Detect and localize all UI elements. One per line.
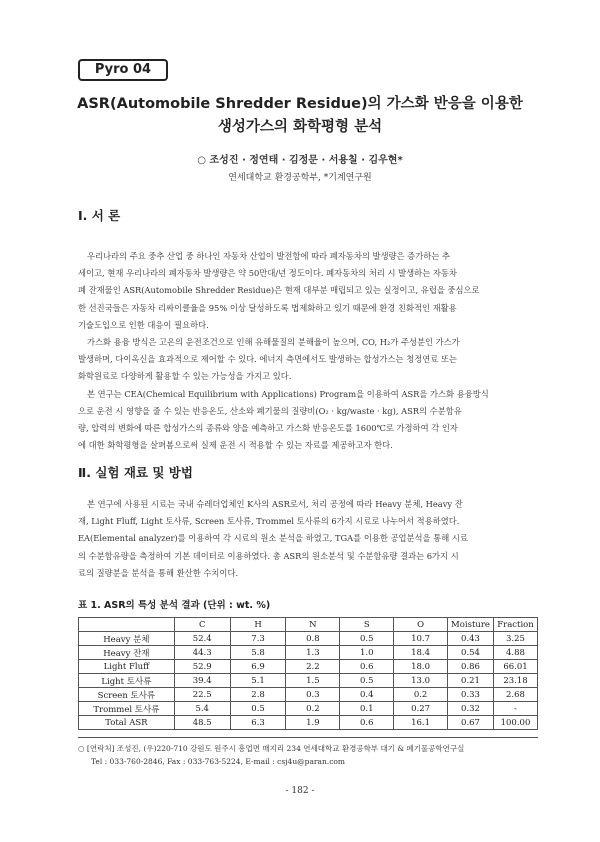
row-label-cell: Trommel 토사류 (79, 702, 175, 716)
table-cell: 0.5 (230, 702, 286, 716)
page-number: - 182 - (285, 786, 315, 796)
table-row (79, 632, 538, 646)
text-line: 의 수분함유량을 측정하여 기본 데이터로 이용하였다. 총 ASR의 원소분석 및 수분함유량 결과는 6가지 시 (78, 550, 459, 561)
header-cell: Moisture (448, 618, 494, 632)
section-heading-methods: Ⅱ. 실험 재료 및 방법 (78, 465, 193, 480)
table-cell: 0.43 (448, 632, 494, 646)
table-cell: 2.68 (493, 688, 537, 702)
table-cell: 44.3 (174, 646, 230, 660)
paper-title-line-2: 생성가스의 화학평형 분석 (217, 119, 383, 135)
row-label-cell: Screen 토사류 (79, 688, 175, 702)
table-cell: 5.4 (174, 702, 230, 716)
table-cell: 4.88 (493, 646, 537, 660)
table-cell: 7.3 (230, 632, 286, 646)
text-line: 발생하며, 다이옥신을 효과적으로 제어할 수 있다. 에너지 측면에서도 발생하는 합성가스는 청정연료 또는 (78, 354, 457, 365)
table-cell: 22.5 (174, 688, 230, 702)
table-cell: 0.86 (448, 660, 494, 674)
table-cell: 0.33 (448, 688, 494, 702)
footnote-line: Tel : 033-760-2846, Fax : 033-763-5224, E-mail : csj4u@paran.com (91, 757, 346, 766)
header-cell: S (340, 618, 394, 632)
header-cell: C (174, 618, 230, 632)
table-cell: 0.8 (286, 632, 340, 646)
paper-title-line-1: ASR(Automobile Shredder Residue)의 가스화 반응을 이용한 (77, 96, 523, 112)
table-cell: - (493, 702, 537, 716)
table-cell: 6.3 (230, 716, 286, 730)
table-cell: 0.4 (340, 688, 394, 702)
text-line: 폐 잔재물인 ASR(Automobile Shredder Residue)은 현재 대부분 매립되고 있는 실정이고, 유럽을 중심으로 (78, 285, 480, 296)
table-caption: 표 1. ASR의 특성 분석 결과 (단위 : wt. %) (78, 600, 271, 611)
table-cell: 16.1 (394, 716, 448, 730)
text-line: 에 대한 화학평형을 살펴봄으로써 실제 운전 시 적용할 수 있는 자료를 제공하고자 한다. (78, 440, 393, 451)
row-label-cell: Total ASR (79, 716, 175, 730)
table-cell: 2.8 (230, 688, 286, 702)
table-cell: 100.00 (493, 716, 537, 730)
table-cell: 6.9 (230, 660, 286, 674)
table-cell: 0.67 (448, 716, 494, 730)
table-cell: 18.4 (394, 646, 448, 660)
text-line: EA(Elemental analyzer)를 이용하여 각 시료의 원소 분석을 하였고, TGA를 이용한 공업분석을 통해 시료 (78, 533, 468, 544)
text-line: 화학원료로 다양하게 활용할 수 있는 가능성을 가지고 있다. (78, 371, 292, 382)
table-cell: 23.18 (493, 674, 537, 688)
table-cell: 52.9 (174, 660, 230, 674)
introduction-paragraph (78, 248, 538, 454)
row-label-cell: Light 토사류 (79, 674, 175, 688)
row-label-cell: Heavy 잔재 (79, 646, 175, 660)
table-cell: 5.8 (230, 646, 286, 660)
table-cell: 1.9 (286, 716, 340, 730)
table-row (79, 674, 538, 688)
table-cell: 48.5 (174, 716, 230, 730)
session-tag: Pyro 04 (78, 59, 168, 81)
text-line: 한 선진국들은 자동차 리싸이클율을 95% 이상 달성하도록 법제화하고 있기 때문에 환경 친화적인 재활용 (78, 302, 457, 313)
table-row (79, 660, 538, 674)
text-line: 으로 운전 시 영향을 줄 수 있는 반응온도, 산소와 폐기물의 질량비(O₂ · kg/waste · kg), ASR의 수분함유 (78, 405, 462, 416)
table-cell: 0.5 (340, 632, 394, 646)
table-row (79, 702, 538, 716)
text-line: 량, 압력의 변화에 따른 합성가스의 종류와 양을 예측하고 가스화 반응온도를 1600℃로 가정하여 각 인자 (78, 423, 458, 434)
text-line: 재, Light Fluff, Light 토사류, Screen 토사류, Trommel 토사류의 6가지 시료로 나누어서 적용하였다. (78, 516, 460, 527)
table-cell: 0.27 (394, 702, 448, 716)
asr-analysis-table (78, 617, 538, 730)
table-cell: 0.21 (448, 674, 494, 688)
table-cell: 0.2 (394, 688, 448, 702)
affiliation: 연세대학교 환경공학부, *기계연구원 (228, 173, 372, 183)
table-cell: 13.0 (394, 674, 448, 688)
author-list: ○ 조성진 · 정연태 · 김정문 · 서용칠 · 김우현* (197, 155, 403, 166)
text-line: 가스화 용융 방식은 고온의 운전조건으로 인해 유해물질의 분해율이 높으며, CO, H₂가 주성분인 가스가 (87, 337, 460, 348)
table-cell: 39.4 (174, 674, 230, 688)
row-label-cell: Light Fluff (79, 660, 175, 674)
footnote-line: ○ [연락처] 조성진, (우)220-710 강원도 원주시 흥업면 매지리 234 연세대학교 환경공학부 대기 & 폐기물공학연구실 (78, 744, 465, 753)
table-cell: 18.0 (394, 660, 448, 674)
header-cell (79, 618, 175, 632)
table-row (79, 688, 538, 702)
text-line: 료의 질량분을 분석을 통해 환산한 수치이다. (78, 567, 239, 578)
section-heading-introduction: Ⅰ. 서 론 (78, 208, 121, 223)
table-cell: 66.01 (493, 660, 537, 674)
table-cell: 10.7 (394, 632, 448, 646)
table-row (79, 716, 538, 730)
table-cell: 0.3 (286, 688, 340, 702)
text-line: 본 연구는 CEA(Chemical Equilibrium with Applications) Program을 이용하여 ASR을 가스화 용융방식 (87, 388, 489, 399)
header-cell: H (230, 618, 286, 632)
table-cell: 5.1 (230, 674, 286, 688)
header-cell: O (394, 618, 448, 632)
table-cell: 1.0 (340, 646, 394, 660)
header-cell: Fraction (493, 618, 537, 632)
methods-paragraph (78, 496, 538, 582)
footnote-rule (78, 737, 538, 738)
text-line: 본 연구에 사용된 시료는 국내 슈레더업체인 K사의 ASR로서, 처리 공정에 따라 Heavy 분체, Heavy 잔 (87, 499, 463, 509)
contact-footnote (78, 742, 548, 768)
text-line: 기술도입으로 인한 대응이 필요하다. (78, 319, 209, 330)
header-cell: N (286, 618, 340, 632)
table-cell: 1.5 (286, 674, 340, 688)
table-cell: 0.2 (286, 702, 340, 716)
table-cell: 0.6 (340, 716, 394, 730)
table-cell: 3.25 (493, 632, 537, 646)
table-cell: 52.4 (174, 632, 230, 646)
table-cell: 1.3 (286, 646, 340, 660)
table-cell: 0.5 (340, 674, 394, 688)
table-row (79, 646, 538, 660)
row-label-cell: Heavy 분체 (79, 632, 175, 646)
table-cell: 2.2 (286, 660, 340, 674)
table-cell: 0.32 (448, 702, 494, 716)
table-cell: 0.54 (448, 646, 494, 660)
table-cell: 0.1 (340, 702, 394, 716)
table-header-row (79, 618, 538, 632)
text-line: 세이고, 현재 우리나라의 폐자동차 발생량은 약 50만대/년 정도이다. 폐자동차의 처리 시 발생하는 자동차 (78, 268, 457, 279)
text-line: 우리나라의 주요 중추 산업 중 하나인 자동차 산업이 발전함에 따라 폐자동차의 발생량은 증가하는 추 (87, 251, 450, 261)
table-cell: 0.6 (340, 660, 394, 674)
